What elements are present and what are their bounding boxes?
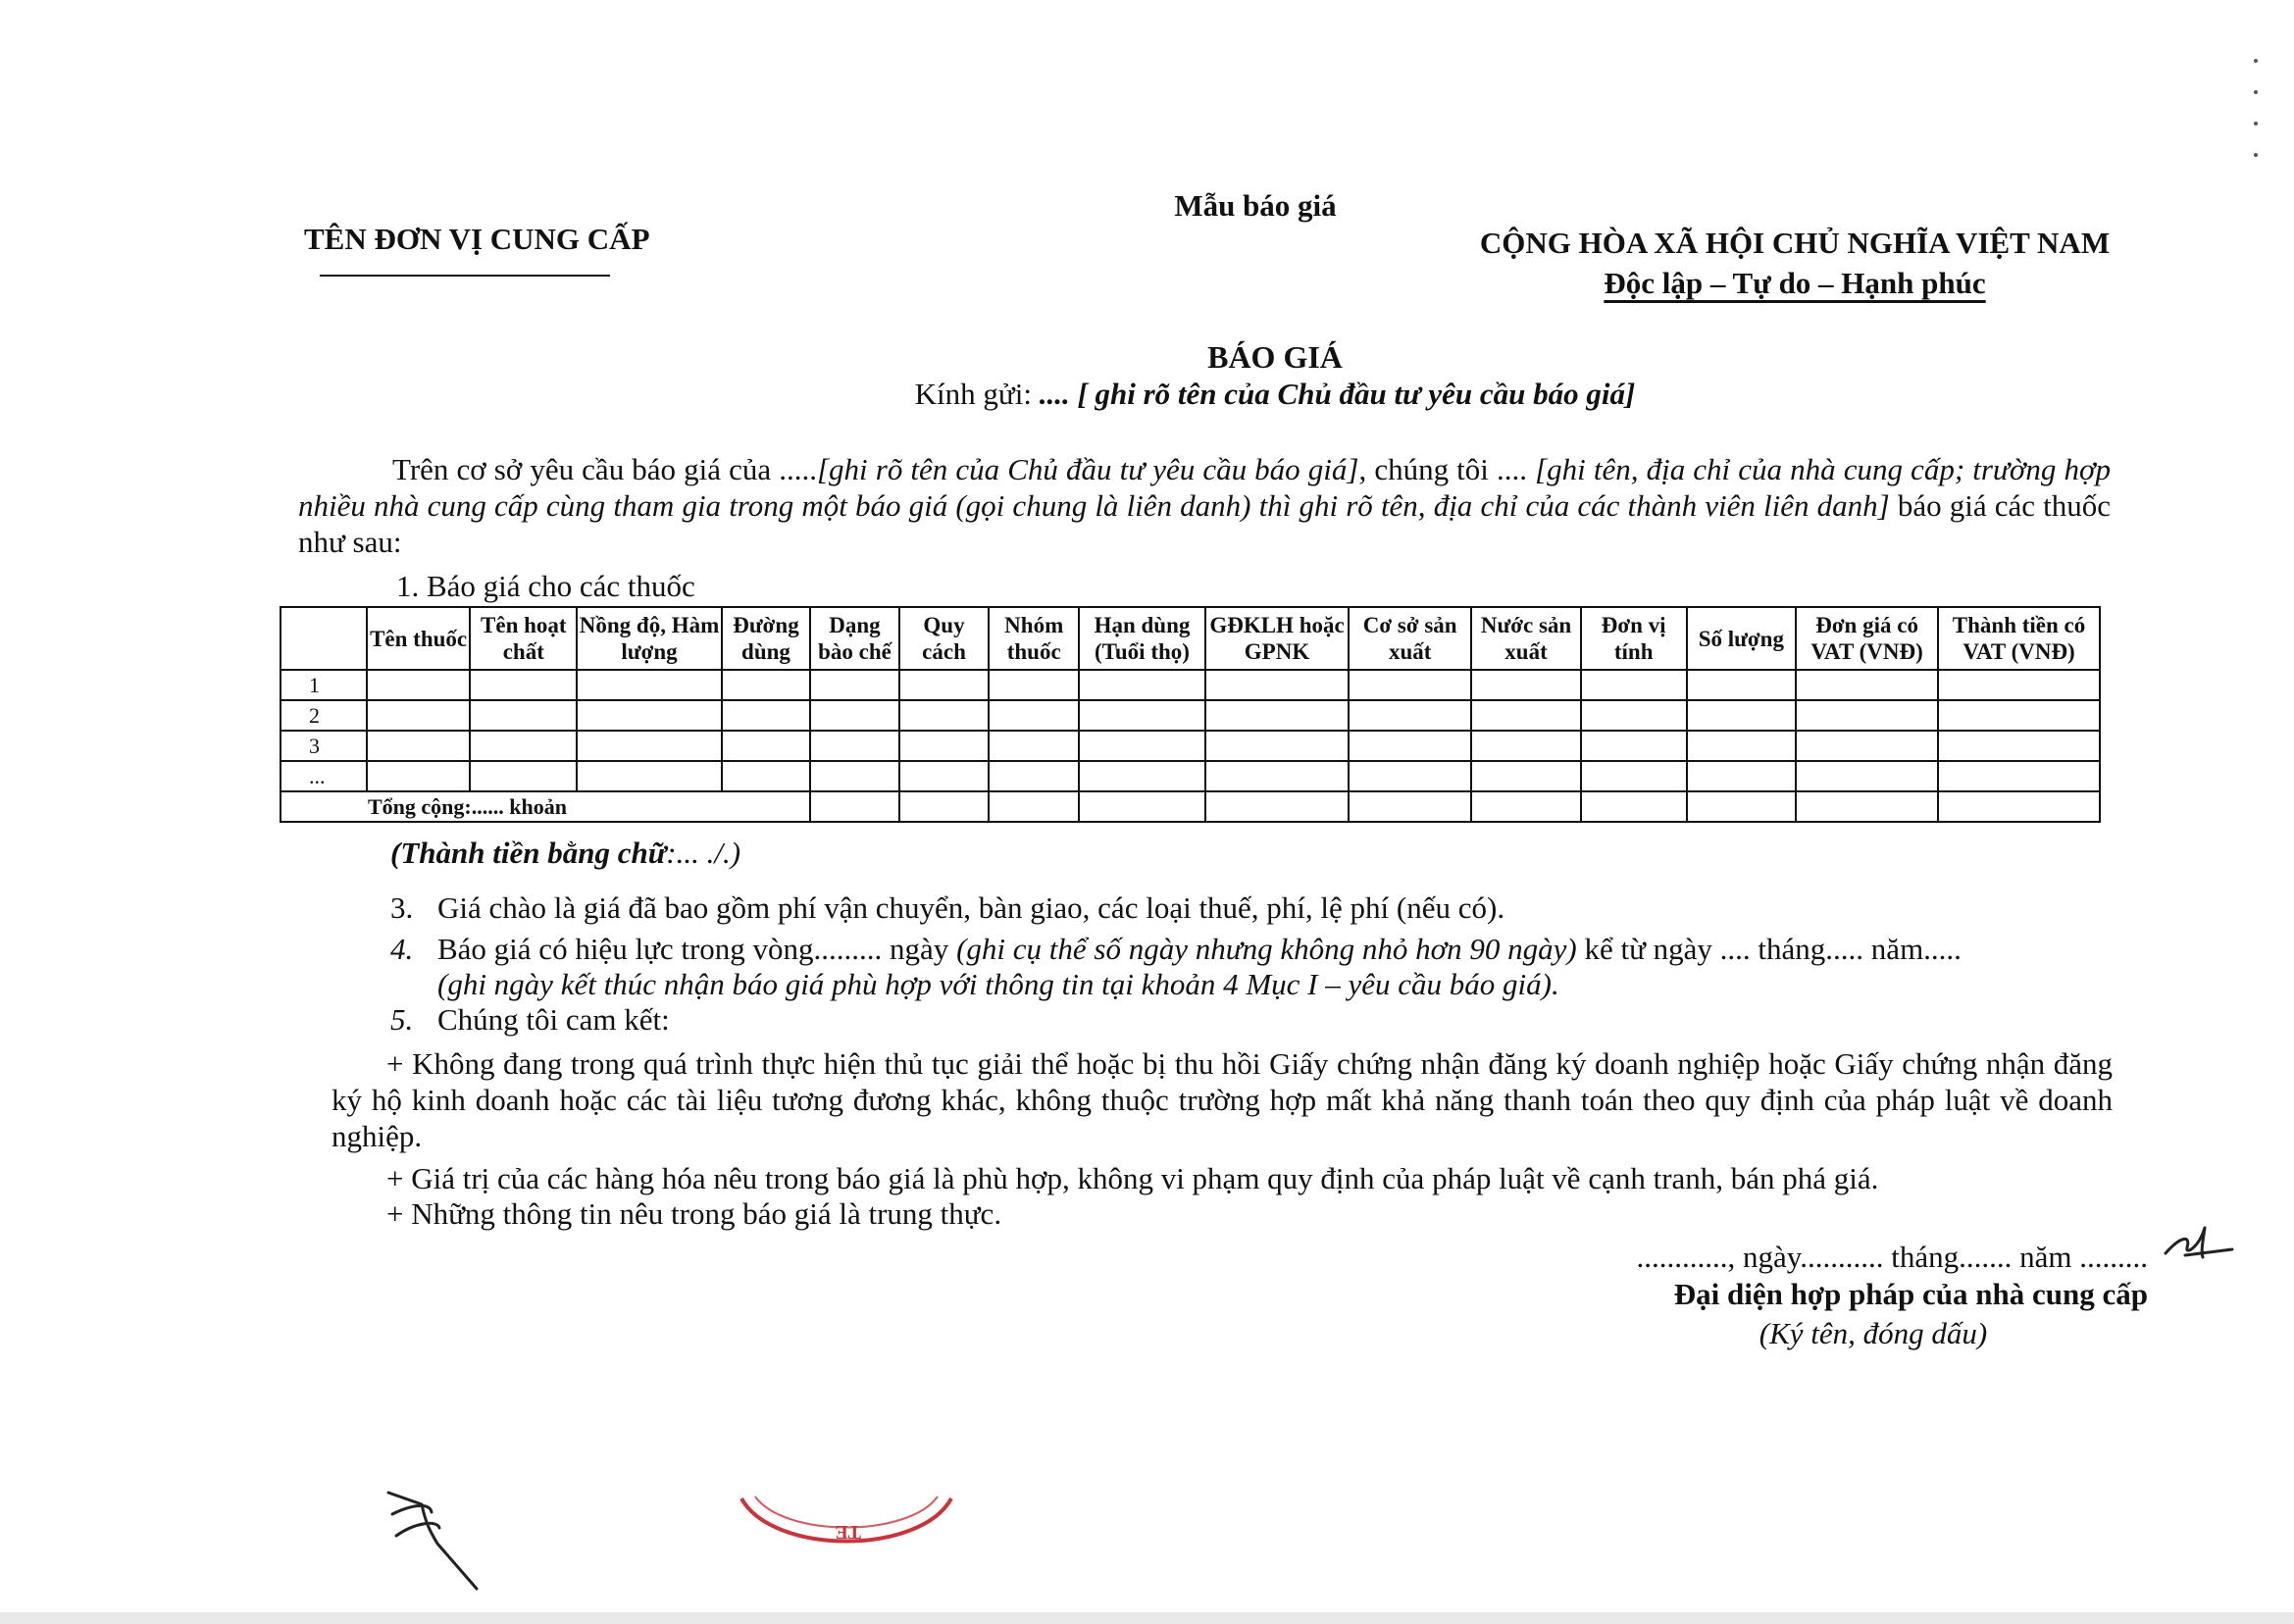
col-header-manufacturer: Cơ sở sản xuất xyxy=(1349,607,1471,670)
table-cell xyxy=(470,700,577,731)
table-cell xyxy=(1205,791,1349,822)
table-cell xyxy=(1079,670,1205,700)
table-cell xyxy=(899,670,990,700)
table-cell xyxy=(989,791,1079,822)
national-motto xyxy=(1353,266,2236,301)
table-cell xyxy=(1687,670,1797,700)
table-cell xyxy=(1349,761,1471,791)
date-line: ............, ngày........... tháng....... năm ......... xyxy=(1636,1240,2148,1274)
table-cell xyxy=(722,731,810,761)
section-5-text: Chúng tôi cam kết: xyxy=(437,1002,670,1037)
table-cell xyxy=(1079,791,1205,822)
table-cell xyxy=(1471,700,1581,731)
table-cell xyxy=(1349,791,1471,822)
table-cell xyxy=(1471,791,1581,822)
table-cell xyxy=(1938,761,2100,791)
commitment-1: + Không đang trong quá trình thực hiện thủ tục giải thể hoặc bị thu hồi Giấy chứng nhận đăng ký doanh nghiệp hoặc Giấy chứng nhận đăng ký hộ kinh doanh hoặc các tài liệu tương đương khác, không thuộc trường hợp mất khả năng thanh toán theo quy định của pháp luật về doanh nghiệp. xyxy=(331,1046,2113,1153)
table-header-row xyxy=(280,607,2100,670)
section-4-number: 4. xyxy=(390,932,414,966)
intro-text-2: [ghi rõ tên của Chủ đầu tư yêu cầu báo giá] xyxy=(816,452,1359,486)
addressee-prefix: Kính gửi: xyxy=(914,377,1032,411)
table-cell xyxy=(1687,700,1797,731)
table-cell xyxy=(989,670,1079,700)
table-cell xyxy=(899,700,990,731)
table-total: Tổng cộng:...... khoản xyxy=(280,791,810,822)
row-number: 2 xyxy=(280,700,367,731)
table-cell xyxy=(577,700,721,731)
form-title: Mẫu báo giá xyxy=(1174,188,1337,223)
section-4-text-2: (ghi cụ thể số ngày nhưng không nhỏ hơn 90 ngày) xyxy=(956,932,1577,966)
col-header-active-ingredient: Tên hoạt chất xyxy=(470,607,577,670)
national-motto-text: Độc lập – Tự do – Hạnh phúc xyxy=(1604,266,1986,300)
table-cell xyxy=(1938,700,2100,731)
row-number: 3 xyxy=(280,731,367,761)
intro-text-5: báo giá các thuốc như sau: xyxy=(298,488,2111,559)
table-total-row xyxy=(280,791,2100,822)
table-row xyxy=(280,761,2100,791)
table-cell xyxy=(577,670,721,700)
section-5-number: 5. xyxy=(390,1002,414,1037)
col-header-country: Nước sản xuất xyxy=(1471,607,1581,670)
table-cell xyxy=(1938,791,2100,822)
scan-margin-marks xyxy=(2254,59,2258,184)
col-header-dosage-form: Dạng bào chế xyxy=(810,607,898,670)
table-cell xyxy=(1938,670,2100,700)
table-cell xyxy=(367,761,470,791)
table-cell xyxy=(1687,791,1797,822)
col-header-amount: Thành tiền có VAT (VNĐ) xyxy=(1938,607,2100,670)
table-cell xyxy=(1349,670,1471,700)
national-title: CỘNG HÒA XÃ HỘI CHỦ NGHĨA VIỆT NAM xyxy=(1479,226,2111,260)
col-header-stt xyxy=(280,607,367,670)
table-cell xyxy=(1581,761,1687,791)
table-cell xyxy=(1938,731,2100,761)
section-4-note: (ghi ngày kết thúc nhận báo giá phù hợp với thông tin tại khoản 4 Mục I – yêu cầu báo giá). xyxy=(437,967,1559,1001)
section-4-text-3: kể từ ngày .... tháng..... năm..... xyxy=(1576,932,1962,966)
table-cell xyxy=(1581,700,1687,731)
section-4-text-1: Báo giá có hiệu lực trong vòng......... ngày xyxy=(437,932,957,966)
signature-note: (Ký tên, đóng dấu) xyxy=(1759,1316,1988,1350)
table-cell xyxy=(989,700,1079,731)
section-4 xyxy=(390,932,1962,967)
table-cell xyxy=(1471,731,1581,761)
table-body xyxy=(280,670,2100,822)
col-header-unit-price: Đơn giá có VAT (VNĐ) xyxy=(1796,607,1938,670)
table-cell xyxy=(899,761,990,791)
section-1-heading: 1. Báo giá cho các thuốc xyxy=(396,569,695,603)
table-cell xyxy=(1205,761,1349,791)
table-cell xyxy=(1687,761,1797,791)
supplier-underline xyxy=(320,275,610,277)
table-cell xyxy=(1079,761,1205,791)
table-cell xyxy=(722,700,810,731)
table-cell xyxy=(1581,670,1687,700)
supplier-name: TÊN ĐƠN VỊ CUNG CẤP xyxy=(304,222,650,256)
table-cell xyxy=(1349,731,1471,761)
intro-text-1: Trên cơ sở yêu cầu báo giá của ..... xyxy=(392,452,817,486)
table-cell xyxy=(1796,791,1938,822)
handwritten-signature xyxy=(382,1485,490,1595)
stamp-text: TE xyxy=(835,1521,861,1543)
table-cell xyxy=(810,761,898,791)
col-header-shelf-life: Hạn dùng (Tuổi thọ) xyxy=(1079,607,1205,670)
handwritten-initial-top xyxy=(2158,1212,2236,1271)
table-row xyxy=(280,731,2100,761)
col-header-registration: GĐKLH hoặc GPNK xyxy=(1205,607,1349,670)
document-title: BÁO GIÁ xyxy=(1207,339,1343,375)
section-3 xyxy=(390,890,1504,926)
intro-paragraph xyxy=(298,451,2111,560)
section-3-number: 3. xyxy=(390,890,414,925)
table-cell xyxy=(989,761,1079,791)
quote-table xyxy=(280,606,2101,823)
table-cell xyxy=(367,670,470,700)
table-row xyxy=(280,700,2100,731)
table-cell xyxy=(1796,731,1938,761)
table-cell xyxy=(1079,731,1205,761)
table-cell xyxy=(367,700,470,731)
col-header-packaging: Quy cách xyxy=(899,607,990,670)
table-cell xyxy=(470,761,577,791)
table-cell xyxy=(1796,700,1938,731)
commitment-3: + Những thông tin nêu trong báo giá là trung thực. xyxy=(386,1196,1002,1231)
table-cell xyxy=(470,670,577,700)
table-cell xyxy=(899,791,990,822)
addressee-value: .... [ ghi rõ tên của Chủ đầu tư yêu cầu báo giá] xyxy=(1031,377,1636,411)
table-cell xyxy=(899,731,990,761)
table-cell xyxy=(1796,670,1938,700)
table-cell xyxy=(722,670,810,700)
col-header-concentration: Nồng độ, Hàm lượng xyxy=(577,607,721,670)
table-cell xyxy=(577,761,721,791)
row-number: ... xyxy=(280,761,367,791)
table-cell xyxy=(1471,670,1581,700)
table-cell xyxy=(577,731,721,761)
signer-title: Đại diện hợp pháp của nhà cung cấp xyxy=(1673,1277,2148,1311)
intro-text-4: [ghi tên, địa chỉ của nhà cung cấp; trường hợp nhiều nhà cung cấp cùng tham gia trong một báo giá (gọi chung là liên danh) thì ghi rõ tên, địa chỉ của các thành viên liên danh] xyxy=(298,452,2112,523)
table-cell xyxy=(1581,791,1687,822)
table-cell xyxy=(1581,731,1687,761)
table-cell xyxy=(810,670,898,700)
table-cell xyxy=(989,731,1079,761)
amount-in-words-label: (Thành tiền bằng chữ xyxy=(390,836,667,870)
amount-in-words-tail: :... ./.) xyxy=(666,836,741,870)
amount-in-words xyxy=(390,836,740,871)
table-cell xyxy=(1205,700,1349,731)
table-cell xyxy=(1349,700,1471,731)
table-cell xyxy=(810,700,898,731)
table-cell xyxy=(810,731,898,761)
section-5 xyxy=(390,1002,670,1038)
table-cell xyxy=(1079,700,1205,731)
intro-text-3: , chúng tôi .... xyxy=(1358,452,1536,486)
col-header-route: Đường dùng xyxy=(722,607,810,670)
table-cell xyxy=(810,791,898,822)
table-cell xyxy=(1471,761,1581,791)
section-3-text: Giá chào là giá đã bao gồm phí vận chuyển, bàn giao, các loại thuế, phí, lệ phí (nếu có). xyxy=(437,890,1505,925)
col-header-quantity: Số lượng xyxy=(1687,607,1797,670)
scan-bottom-edge xyxy=(0,1612,2294,1624)
table-cell xyxy=(1205,670,1349,700)
table-row xyxy=(280,670,2100,700)
table-cell xyxy=(367,731,470,761)
table-cell xyxy=(1796,761,1938,791)
addressee-line xyxy=(687,377,1863,412)
row-number: 1 xyxy=(280,670,367,700)
table-cell xyxy=(722,761,810,791)
col-header-drug-group: Nhóm thuốc xyxy=(989,607,1079,670)
table-cell xyxy=(1687,731,1797,761)
col-header-unit: Đơn vị tính xyxy=(1581,607,1687,670)
commitment-2: + Giá trị của các hàng hóa nêu trong báo giá là phù hợp, không vi phạm quy định của pháp luật về cạnh tranh, bán phá giá. xyxy=(386,1161,1879,1195)
table-cell xyxy=(1205,731,1349,761)
red-stamp xyxy=(734,1493,959,1571)
table-cell xyxy=(470,731,577,761)
col-header-drug-name: Tên thuốc xyxy=(367,607,470,670)
